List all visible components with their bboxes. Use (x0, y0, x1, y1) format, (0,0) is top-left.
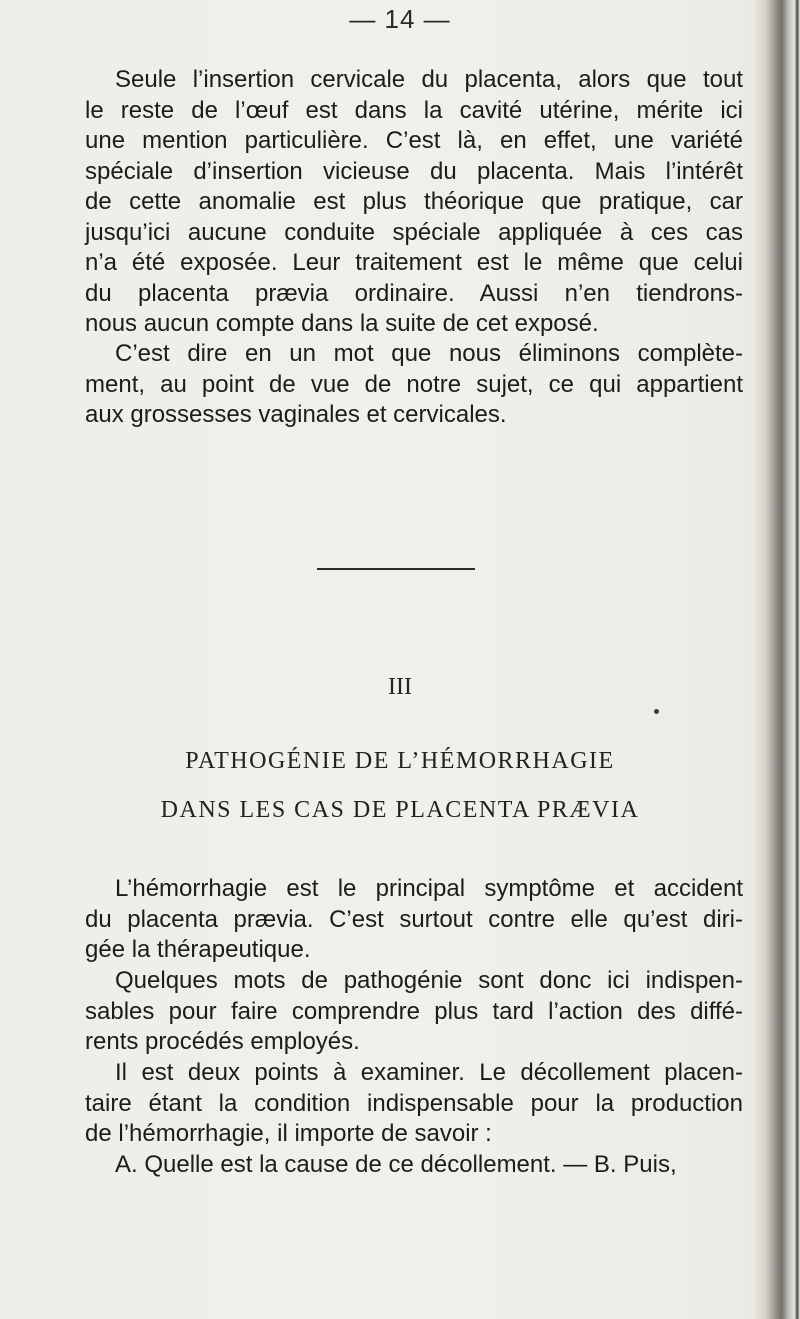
paragraph-pathogenie (85, 966, 743, 1058)
text-line: Il est deux points à examiner. Le décollement placen- (115, 1059, 743, 1086)
page-number: — 14 — (349, 4, 451, 34)
section-divider (317, 568, 475, 570)
text-line: le reste de l’œuf est dans la cavité utérine, mérite ici (85, 96, 743, 124)
text-line: jusqu’ici aucune conduite spéciale appliquée à ces cas (85, 218, 743, 246)
text-line: sables pour faire comprendre plus tard l’action des diffé- (85, 997, 743, 1025)
text-line: C’est dire en un mot que nous éliminons complète- (115, 340, 743, 367)
text-line: taire étant la condition indispensable pour la production (85, 1089, 743, 1117)
text-line: spéciale d’insertion vicieuse du placenta. Mais l’intérêt (85, 157, 743, 185)
text-line: du placenta prævia. C’est surtout contre elle qu’est diri- (85, 905, 743, 933)
paragraph-insertion-cervicale (85, 65, 743, 340)
section-number: III (388, 674, 412, 700)
scanned-binding-edge (754, 0, 800, 1319)
text-line: aux grossesses vaginales et cervicales. (85, 401, 507, 428)
text-line: ment, au point de vue de notre sujet, ce qui appartient (85, 370, 743, 398)
text-line: n’a été exposée. Leur traitement est le même que celui (85, 249, 743, 276)
section-title-line1: PATHOGÉNIE DE L’HÉMORRHAGIE (185, 748, 615, 774)
paragraph-eliminons (85, 339, 743, 431)
text-line: rents procédés employés. (85, 1028, 360, 1055)
section-title-line2: DANS LES CAS DE PLACENTA PRÆVIA (160, 797, 640, 823)
text-line: L’hémorrhagie est le principal symptôme et accident (115, 875, 743, 902)
paragraph-decollement (85, 1058, 743, 1180)
text-line: de l’hémorrhagie, il importe de savoir : (85, 1120, 492, 1147)
text-line: gée la thérapeutique. (85, 936, 311, 963)
text-line: Quelques mots de pathogénie sont donc ici indispen- (115, 967, 743, 994)
text-line: une mention particulière. C’est là, en effet, une variété (85, 127, 743, 154)
text-line: de cette anomalie est plus théorique que pratique, car (85, 188, 743, 215)
paragraph-hemorrhagie (85, 874, 743, 966)
text-line: nous aucun compte dans la suite de cet exposé. (85, 310, 599, 337)
text-line: A. Quelle est la cause de ce décollement. — B. Puis, (115, 1150, 677, 1178)
ink-speck (654, 709, 659, 714)
text-line: du placenta prævia ordinaire. Aussi n’en tiendrons- (85, 279, 743, 307)
text-line: Seule l’insertion cervicale du placenta, alors que tout (115, 66, 743, 93)
